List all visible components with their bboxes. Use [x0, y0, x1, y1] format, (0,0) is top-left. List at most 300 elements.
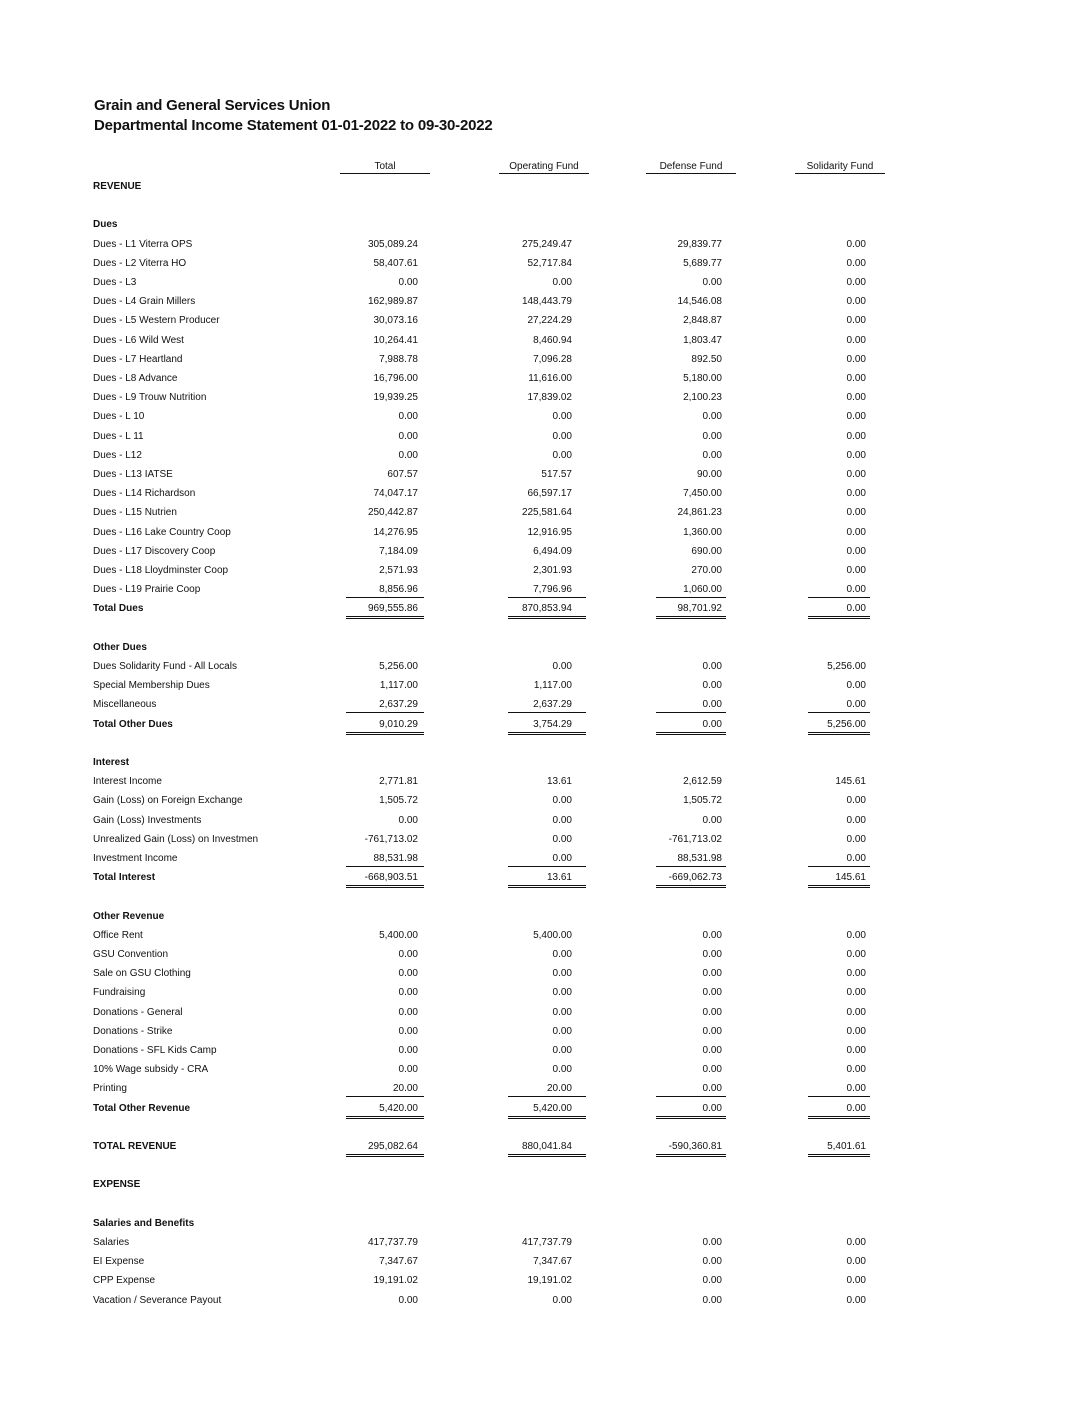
cell-defense-fund: 0.00 — [702, 699, 722, 710]
total-double-rule — [508, 1118, 586, 1119]
cell-solidarity-fund: 0.00 — [846, 949, 866, 960]
column-header-defense-fund: Defense Fund — [646, 161, 736, 174]
cell-operating-fund: 0.00 — [552, 411, 572, 422]
table-row — [0, 1256, 1088, 1272]
total-double-rule — [508, 734, 586, 735]
section-heading — [0, 1179, 1088, 1195]
cell-defense-fund: 0.00 — [702, 719, 722, 730]
cell-operating-fund: 27,224.29 — [527, 315, 572, 326]
total-double-rule — [346, 618, 424, 619]
total-double-rule — [808, 885, 870, 886]
cell-solidarity-fund: 5,256.00 — [827, 661, 866, 672]
cell-total: 0.00 — [398, 1064, 418, 1075]
cell-defense-fund: 0.00 — [702, 930, 722, 941]
table-row — [0, 450, 1088, 466]
cell-total: 14,276.95 — [373, 527, 418, 538]
cell-defense-fund: 14,546.08 — [677, 296, 722, 307]
cell-total: 417,737.79 — [367, 1237, 418, 1248]
cell-total: 0.00 — [398, 987, 418, 998]
total-double-rule — [346, 1156, 424, 1157]
table-row — [0, 1026, 1088, 1042]
subtotal-rule — [808, 597, 870, 598]
total-double-rule — [346, 1154, 424, 1155]
cell-solidarity-fund: 145.61 — [835, 872, 866, 883]
total-double-rule — [346, 616, 424, 617]
cell-operating-fund: 0.00 — [552, 853, 572, 864]
table-row — [0, 776, 1088, 792]
cell-defense-fund: 2,848.87 — [683, 315, 722, 326]
subtotal-rule — [656, 712, 726, 713]
section-heading — [0, 642, 1088, 658]
table-row — [0, 834, 1088, 850]
total-double-rule — [808, 616, 870, 617]
row-label: Sale on GSU Clothing — [93, 968, 191, 979]
section-heading — [0, 757, 1088, 773]
table-row — [0, 507, 1088, 523]
cell-solidarity-fund: 0.00 — [846, 1026, 866, 1037]
cell-operating-fund: 225,581.64 — [521, 507, 572, 518]
row-label: Dues - L17 Discovery Coop — [93, 546, 216, 557]
cell-operating-fund: 0.00 — [552, 431, 572, 442]
subtotal-rule — [808, 866, 870, 867]
cell-solidarity-fund: 0.00 — [846, 1064, 866, 1075]
cell-operating-fund: 0.00 — [552, 661, 572, 672]
row-label: REVENUE — [93, 181, 142, 192]
cell-defense-fund: 0.00 — [702, 431, 722, 442]
table-row — [0, 546, 1088, 562]
subtotal-rule — [656, 597, 726, 598]
cell-total: 0.00 — [398, 1007, 418, 1018]
cell-defense-fund: 0.00 — [702, 277, 722, 288]
cell-total: 19,939.25 — [373, 392, 418, 403]
section-heading — [0, 219, 1088, 235]
row-label: Interest Income — [93, 776, 162, 787]
cell-solidarity-fund: 0.00 — [846, 987, 866, 998]
table-row — [0, 1064, 1088, 1080]
cell-solidarity-fund: 0.00 — [846, 1045, 866, 1056]
cell-operating-fund: 0.00 — [552, 1064, 572, 1075]
cell-solidarity-fund: 0.00 — [846, 834, 866, 845]
cell-defense-fund: 892.50 — [691, 354, 722, 365]
cell-operating-fund: 12,916.95 — [527, 527, 572, 538]
subtotal-rule — [346, 1096, 424, 1097]
row-label: Dues - L2 Viterra HO — [93, 258, 187, 269]
row-label: EI Expense — [93, 1256, 145, 1267]
cell-operating-fund: 870,853.94 — [521, 603, 572, 614]
row-label: Dues - L19 Prairie Coop — [93, 584, 201, 595]
column-header-solidarity-fund: Solidarity Fund — [795, 161, 885, 174]
cell-total: 295,082.64 — [367, 1141, 418, 1152]
row-label: Dues - L13 IATSE — [93, 469, 173, 480]
cell-total: 1,505.72 — [379, 795, 418, 806]
row-label: Interest — [93, 757, 130, 768]
cell-solidarity-fund: 0.00 — [846, 853, 866, 864]
subtotal-rule — [508, 1096, 586, 1097]
cell-solidarity-fund: 0.00 — [846, 373, 866, 384]
row-label: Dues - L7 Heartland — [93, 354, 183, 365]
cell-defense-fund: 0.00 — [702, 1007, 722, 1018]
table-row — [0, 469, 1088, 485]
column-header-total: Total — [340, 161, 430, 174]
cell-defense-fund: 24,861.23 — [677, 507, 722, 518]
cell-defense-fund: 2,612.59 — [683, 776, 722, 787]
total-double-rule — [808, 1154, 870, 1155]
cell-solidarity-fund: 0.00 — [846, 354, 866, 365]
cell-defense-fund: 0.00 — [702, 1295, 722, 1306]
cell-defense-fund: 5,180.00 — [683, 373, 722, 384]
cell-solidarity-fund: 5,256.00 — [827, 719, 866, 730]
cell-operating-fund: 7,096.28 — [533, 354, 572, 365]
cell-operating-fund: 0.00 — [552, 815, 572, 826]
subtotal-rule — [508, 712, 586, 713]
total-double-rule — [808, 1118, 870, 1119]
cell-solidarity-fund: 145.61 — [835, 776, 866, 787]
cell-defense-fund: -669,062.73 — [668, 872, 722, 883]
cell-defense-fund: 5,689.77 — [683, 258, 722, 269]
cell-total: 0.00 — [398, 1026, 418, 1037]
table-row — [0, 527, 1088, 543]
cell-solidarity-fund: 0.00 — [846, 488, 866, 499]
cell-operating-fund: 0.00 — [552, 1026, 572, 1037]
cell-operating-fund: 7,347.67 — [533, 1256, 572, 1267]
cell-total: 5,420.00 — [379, 1103, 418, 1114]
cell-defense-fund: 98,701.92 — [677, 603, 722, 614]
row-label: Dues - L15 Nutrien — [93, 507, 177, 518]
cell-defense-fund: 1,505.72 — [683, 795, 722, 806]
cell-total: 0.00 — [398, 968, 418, 979]
total-double-rule — [656, 1118, 726, 1119]
cell-operating-fund: 52,717.84 — [527, 258, 572, 269]
row-label: Dues - L3 — [93, 277, 137, 288]
table-row — [0, 431, 1088, 447]
row-label: Miscellaneous — [93, 699, 157, 710]
total-double-rule — [508, 1156, 586, 1157]
cell-solidarity-fund: 0.00 — [846, 507, 866, 518]
cell-solidarity-fund: 0.00 — [846, 411, 866, 422]
subtotal-rule — [508, 597, 586, 598]
row-label: Printing — [93, 1083, 127, 1094]
total-double-rule — [346, 885, 424, 886]
cell-defense-fund: 0.00 — [702, 450, 722, 461]
subtotal-rule — [808, 712, 870, 713]
cell-defense-fund: 0.00 — [702, 411, 722, 422]
subtotal-rule — [508, 866, 586, 867]
cell-defense-fund: 0.00 — [702, 1064, 722, 1075]
row-label: Dues - L5 Western Producer — [93, 315, 220, 326]
cell-total: 9,010.29 — [379, 719, 418, 730]
cell-total: 0.00 — [398, 949, 418, 960]
total-double-rule — [656, 1156, 726, 1157]
cell-solidarity-fund: 0.00 — [846, 469, 866, 480]
cell-total: 88,531.98 — [373, 853, 418, 864]
cell-operating-fund: 11,616.00 — [528, 373, 572, 384]
cell-operating-fund: 0.00 — [552, 450, 572, 461]
cell-defense-fund: 0.00 — [702, 1103, 722, 1114]
cell-operating-fund: 2,301.93 — [533, 565, 572, 576]
subtotal-rule — [346, 712, 424, 713]
total-double-rule — [808, 1156, 870, 1157]
table-row — [0, 968, 1088, 984]
cell-defense-fund: 0.00 — [702, 1237, 722, 1248]
total-double-rule — [656, 1116, 726, 1117]
total-double-rule — [508, 618, 586, 619]
total-double-rule — [346, 887, 424, 888]
row-label: Other Dues — [93, 642, 147, 653]
cell-solidarity-fund: 0.00 — [846, 968, 866, 979]
row-label: Dues - L16 Lake Country Coop — [93, 527, 231, 538]
total-double-rule — [656, 887, 726, 888]
total-double-rule — [656, 885, 726, 886]
table-row — [0, 335, 1088, 351]
row-label: 10% Wage subsidy - CRA — [93, 1064, 209, 1075]
cell-defense-fund: 0.00 — [702, 680, 722, 691]
row-label: Gain (Loss) on Foreign Exchange — [93, 795, 243, 806]
row-label: Salaries — [93, 1237, 130, 1248]
subtotal-rule — [656, 866, 726, 867]
subtotal-rule — [346, 866, 424, 867]
cell-operating-fund: 13.61 — [546, 872, 572, 883]
cell-operating-fund: 1,117.00 — [533, 680, 572, 691]
cell-defense-fund: 0.00 — [702, 1026, 722, 1037]
row-label: Other Revenue — [93, 911, 165, 922]
section-heading — [0, 1218, 1088, 1234]
cell-defense-fund: 0.00 — [702, 949, 722, 960]
cell-solidarity-fund: 0.00 — [846, 603, 866, 614]
cell-solidarity-fund: 0.00 — [846, 1295, 866, 1306]
row-label: Office Rent — [93, 930, 143, 941]
cell-solidarity-fund: 0.00 — [846, 258, 866, 269]
row-label: Dues - L6 Wild West — [93, 335, 184, 346]
total-double-rule — [508, 887, 586, 888]
table-row — [0, 315, 1088, 331]
cell-defense-fund: -590,360.81 — [668, 1141, 722, 1152]
statement-title: Departmental Income Statement 01-01-2022 to 09-30-2022 — [94, 117, 493, 134]
row-label: TOTAL REVENUE — [93, 1141, 177, 1152]
cell-defense-fund: 29,839.77 — [677, 239, 722, 250]
cell-operating-fund: 13.61 — [546, 776, 572, 787]
cell-total: 250,442.87 — [367, 507, 418, 518]
cell-solidarity-fund: 0.00 — [846, 335, 866, 346]
total-double-rule — [346, 1116, 424, 1117]
row-label: Dues - L 11 — [93, 431, 144, 442]
total-double-rule — [656, 616, 726, 617]
table-row — [0, 661, 1088, 677]
cell-solidarity-fund: 0.00 — [846, 1103, 866, 1114]
row-label: Dues - L14 Richardson — [93, 488, 196, 499]
cell-solidarity-fund: 0.00 — [846, 450, 866, 461]
cell-operating-fund: 3,754.29 — [533, 719, 572, 730]
table-row — [0, 239, 1088, 255]
cell-total: 607.57 — [387, 469, 418, 480]
total-double-rule — [346, 734, 424, 735]
cell-operating-fund: 6,494.09 — [533, 546, 572, 557]
cell-total: 969,555.86 — [367, 603, 418, 614]
cell-total: 0.00 — [398, 277, 418, 288]
cell-operating-fund: 0.00 — [552, 949, 572, 960]
cell-solidarity-fund: 0.00 — [846, 1256, 866, 1267]
cell-defense-fund: 270.00 — [691, 565, 722, 576]
row-label: Dues - L12 — [93, 450, 142, 461]
cell-total: 7,347.67 — [379, 1256, 418, 1267]
cell-solidarity-fund: 0.00 — [846, 431, 866, 442]
cell-defense-fund: 0.00 — [702, 1045, 722, 1056]
row-label: Dues Solidarity Fund - All Locals — [93, 661, 237, 672]
total-double-rule — [346, 732, 424, 733]
cell-solidarity-fund: 5,401.61 — [827, 1141, 866, 1152]
cell-total: 0.00 — [398, 815, 418, 826]
cell-solidarity-fund: 0.00 — [846, 546, 866, 557]
cell-total: 30,073.16 — [373, 315, 418, 326]
cell-total: 0.00 — [398, 1295, 418, 1306]
cell-operating-fund: 7,796.96 — [533, 584, 572, 595]
table-row — [0, 930, 1088, 946]
cell-solidarity-fund: 0.00 — [846, 315, 866, 326]
row-label: Total Other Dues — [93, 719, 173, 730]
row-label: Investment Income — [93, 853, 178, 864]
row-label: Dues — [93, 219, 118, 230]
table-row — [0, 1045, 1088, 1061]
total-double-rule — [656, 732, 726, 733]
cell-operating-fund: 20.00 — [546, 1083, 572, 1094]
row-label: Dues - L4 Grain Millers — [93, 296, 196, 307]
table-row — [0, 795, 1088, 811]
cell-solidarity-fund: 0.00 — [846, 1237, 866, 1248]
total-double-rule — [508, 885, 586, 886]
cell-defense-fund: 7,450.00 — [683, 488, 722, 499]
total-double-rule — [656, 734, 726, 735]
row-label: Total Dues — [93, 603, 144, 614]
cell-total: 10,264.41 — [373, 335, 418, 346]
cell-total: 2,771.81 — [379, 776, 418, 787]
total-double-rule — [656, 1154, 726, 1155]
total-double-rule — [508, 732, 586, 733]
cell-operating-fund: 0.00 — [552, 1007, 572, 1018]
cell-operating-fund: 880,041.84 — [521, 1141, 572, 1152]
total-double-rule — [808, 732, 870, 733]
cell-defense-fund: 690.00 — [691, 546, 722, 557]
cell-solidarity-fund: 0.00 — [846, 815, 866, 826]
cell-solidarity-fund: 0.00 — [846, 1007, 866, 1018]
cell-operating-fund: 19,191.02 — [527, 1275, 572, 1286]
row-label: Unrealized Gain (Loss) on Investmen — [93, 834, 259, 845]
table-row — [0, 411, 1088, 427]
cell-operating-fund: 275,249.47 — [521, 239, 572, 250]
total-double-rule — [808, 618, 870, 619]
cell-solidarity-fund: 0.00 — [846, 930, 866, 941]
table-row — [0, 565, 1088, 581]
table-row — [0, 258, 1088, 274]
total-double-rule — [508, 1116, 586, 1117]
cell-solidarity-fund: 0.00 — [846, 392, 866, 403]
cell-solidarity-fund: 0.00 — [846, 795, 866, 806]
row-label: Dues - L9 Trouw Nutrition — [93, 392, 207, 403]
cell-total: 7,988.78 — [379, 354, 418, 365]
cell-operating-fund: 0.00 — [552, 1295, 572, 1306]
table-row — [0, 296, 1088, 312]
cell-operating-fund: 5,420.00 — [533, 1103, 572, 1114]
cell-solidarity-fund: 0.00 — [846, 1275, 866, 1286]
cell-total: 5,256.00 — [379, 661, 418, 672]
cell-total: -761,713.02 — [364, 834, 418, 845]
row-label: Donations - General — [93, 1007, 183, 1018]
cell-total: 16,796.00 — [373, 373, 418, 384]
cell-solidarity-fund: 0.00 — [846, 296, 866, 307]
cell-operating-fund: 0.00 — [552, 968, 572, 979]
cell-solidarity-fund: 0.00 — [846, 584, 866, 595]
section-heading — [0, 181, 1088, 197]
cell-defense-fund: 0.00 — [702, 661, 722, 672]
cell-operating-fund: 148,443.79 — [521, 296, 572, 307]
row-label: Gain (Loss) Investments — [93, 815, 202, 826]
total-double-rule — [508, 616, 586, 617]
cell-total: 20.00 — [392, 1083, 418, 1094]
cell-operating-fund: 17,839.02 — [527, 392, 572, 403]
cell-total: 2,571.93 — [379, 565, 418, 576]
cell-operating-fund: 517.57 — [541, 469, 572, 480]
cell-defense-fund: 1,060.00 — [683, 584, 722, 595]
cell-operating-fund: 66,597.17 — [527, 488, 572, 499]
cell-defense-fund: 88,531.98 — [677, 853, 722, 864]
cell-operating-fund: 0.00 — [552, 834, 572, 845]
table-row — [0, 987, 1088, 1003]
cell-solidarity-fund: 0.00 — [846, 699, 866, 710]
row-label: EXPENSE — [93, 1179, 141, 1190]
cell-defense-fund: 0.00 — [702, 815, 722, 826]
total-double-rule — [346, 1118, 424, 1119]
subtotal-rule — [656, 1096, 726, 1097]
total-double-rule — [508, 1154, 586, 1155]
cell-total: 0.00 — [398, 1045, 418, 1056]
subtotal-rule — [346, 597, 424, 598]
cell-operating-fund: 8,460.94 — [533, 335, 572, 346]
total-double-rule — [656, 618, 726, 619]
cell-total: 2,637.29 — [379, 699, 418, 710]
row-label: Total Interest — [93, 872, 156, 883]
cell-defense-fund: 0.00 — [702, 1083, 722, 1094]
table-row — [0, 680, 1088, 696]
row-label: Dues - L1 Viterra OPS — [93, 239, 193, 250]
row-label: Total Other Revenue — [93, 1103, 191, 1114]
row-label: Donations - Strike — [93, 1026, 173, 1037]
table-row — [0, 815, 1088, 831]
table-row — [0, 277, 1088, 293]
cell-defense-fund: 0.00 — [702, 1256, 722, 1267]
row-label: Dues - L8 Advance — [93, 373, 178, 384]
cell-solidarity-fund: 0.00 — [846, 527, 866, 538]
table-row — [0, 488, 1088, 504]
cell-defense-fund: -761,713.02 — [668, 834, 722, 845]
row-label: CPP Expense — [93, 1275, 156, 1286]
cell-defense-fund: 0.00 — [702, 1275, 722, 1286]
cell-total: 1,117.00 — [379, 680, 418, 691]
cell-solidarity-fund: 0.00 — [846, 277, 866, 288]
cell-operating-fund: 2,637.29 — [533, 699, 572, 710]
cell-defense-fund: 1,803.47 — [683, 335, 722, 346]
cell-total: 0.00 — [398, 431, 418, 442]
cell-defense-fund: 1,360.00 — [683, 527, 722, 538]
cell-operating-fund: 0.00 — [552, 795, 572, 806]
cell-operating-fund: 5,400.00 — [533, 930, 572, 941]
table-row — [0, 354, 1088, 370]
total-double-rule — [808, 887, 870, 888]
table-row — [0, 1007, 1088, 1023]
cell-total: 0.00 — [398, 450, 418, 461]
row-label: Dues - L 10 — [93, 411, 145, 422]
cell-defense-fund: 90.00 — [696, 469, 722, 480]
cell-total: 162,989.87 — [367, 296, 418, 307]
table-row — [0, 1295, 1088, 1311]
row-label: Donations - SFL Kids Camp — [93, 1045, 217, 1056]
